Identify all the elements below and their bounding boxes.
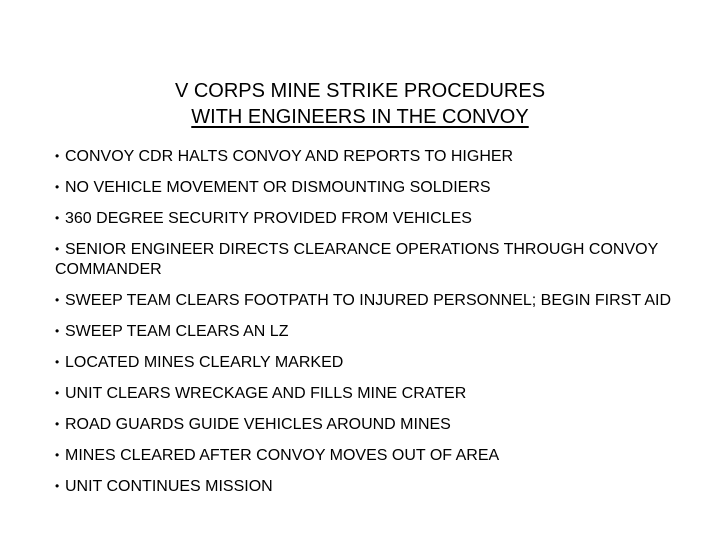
- bullet-dot-icon: •: [55, 479, 60, 493]
- bullet-dot-icon: •: [55, 355, 60, 369]
- bullet-text: NO VEHICLE MOVEMENT OR DISMOUNTING SOLDIERS: [65, 179, 491, 196]
- bullet-text: UNIT CONTINUES MISSION: [65, 478, 273, 495]
- title-line-1: V CORPS MINE STRIKE PROCEDURES: [174, 80, 546, 102]
- bullet-text: SENIOR ENGINEER DIRECTS CLEARANCE OPERATIONS THROUGH CONVOY COMMANDER: [55, 241, 658, 278]
- bullet-item: [55, 445, 685, 466]
- bullet-item: [55, 146, 685, 167]
- bullet-item: [55, 383, 685, 404]
- bullet-text: UNIT CLEARS WRECKAGE AND FILLS MINE CRATER: [65, 385, 467, 402]
- bullet-item: [55, 352, 685, 373]
- bullet-dot-icon: •: [55, 386, 60, 400]
- bullet-text: 360 DEGREE SECURITY PROVIDED FROM VEHICLES: [65, 210, 472, 227]
- bullet-dot-icon: •: [55, 149, 60, 163]
- bullet-dot-icon: •: [55, 211, 60, 225]
- bullet-dot-icon: •: [55, 293, 60, 307]
- bullet-item: [55, 239, 685, 280]
- bullet-list: [55, 146, 685, 507]
- bullet-dot-icon: •: [55, 180, 60, 194]
- bullet-text: SWEEP TEAM CLEARS AN LZ: [65, 323, 289, 340]
- bullet-item: [55, 177, 685, 198]
- bullet-item: [55, 476, 685, 497]
- bullet-item: [55, 414, 685, 435]
- bullet-text: LOCATED MINES CLEARLY MARKED: [65, 354, 344, 371]
- bullet-text: ROAD GUARDS GUIDE VEHICLES AROUND MINES: [65, 416, 451, 433]
- bullet-item: [55, 290, 685, 311]
- bullet-text: MINES CLEARED AFTER CONVOY MOVES OUT OF AREA: [65, 447, 500, 464]
- bullet-text: SWEEP TEAM CLEARS FOOTPATH TO INJURED PERSONNEL; BEGIN FIRST AID: [65, 292, 672, 309]
- bullet-dot-icon: •: [55, 417, 60, 431]
- bullet-dot-icon: •: [55, 324, 60, 338]
- bullet-dot-icon: •: [55, 242, 60, 256]
- bullet-text: CONVOY CDR HALTS CONVOY AND REPORTS TO HIGHER: [65, 148, 514, 165]
- slide-title: [0, 78, 720, 130]
- bullet-item: [55, 321, 685, 342]
- bullet-dot-icon: •: [55, 448, 60, 462]
- bullet-item: [55, 208, 685, 229]
- title-line-2: WITH ENGINEERS IN THE CONVOY: [191, 106, 529, 128]
